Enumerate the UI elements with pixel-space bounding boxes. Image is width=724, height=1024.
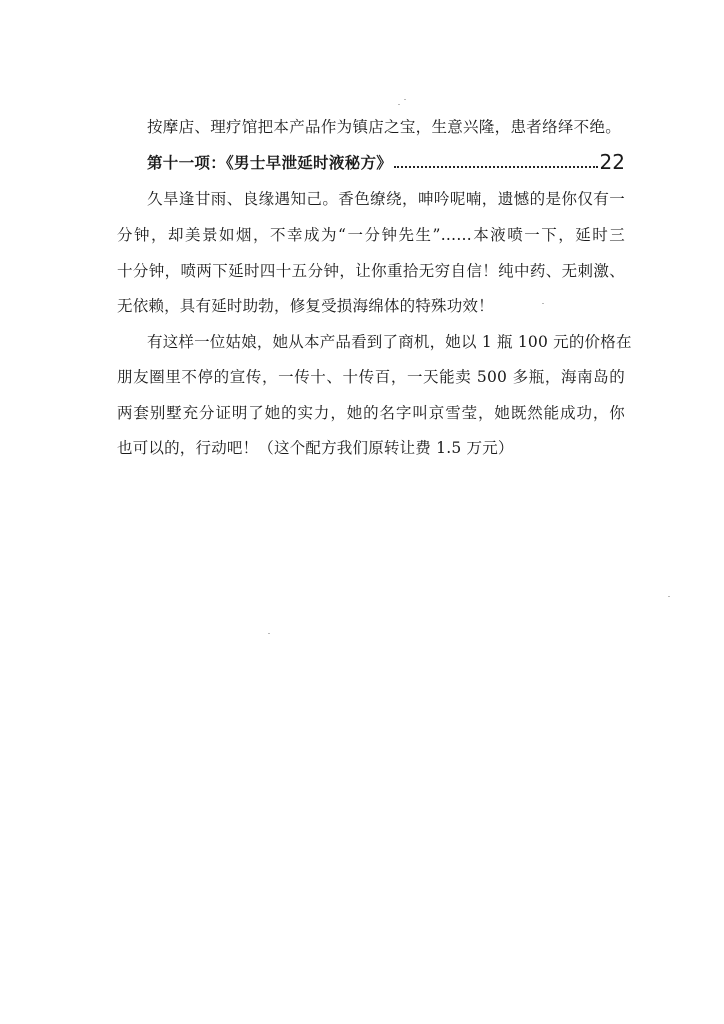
paragraph2-line-4: 也可以的，行动吧！（这个配方我们原转让费 1.5 万元）: [117, 439, 514, 457]
dot-leader: [394, 166, 597, 168]
paragraph2-line-3: 两套别墅充分证明了她的实力，她的名字叫京雪莹，她既然能成功，你: [117, 404, 625, 422]
paragraph1-line-3: 十分钟，喷两下延时四十五分钟，让你重拾无穷自信！纯中药、无刺激、: [117, 262, 625, 280]
scan-speck: [668, 596, 670, 597]
scan-speck: [268, 633, 270, 634]
section-title: 第十一项：《男士早泄延时液秘方》: [147, 154, 393, 172]
paragraph1-line-2: 分钟，却美景如烟，不幸成为“一分钟先生”……本液喷一下，延时三: [117, 226, 625, 244]
scan-speck: [398, 104, 400, 105]
paragraph2-line-2: 朋友圈里不停的宣传，一传十、十传百，一天能卖 500 多瓶，海南岛的: [117, 368, 625, 386]
scan-speck: [404, 99, 406, 100]
paragraph1-line-4: 无依赖，具有延时助勃，修复受损海绵体的特殊功效！: [117, 297, 494, 315]
intro-line: 按摩店、理疗馆把本产品作为镇店之宝，生意兴隆，患者络绎不绝。: [147, 118, 621, 136]
scan-speck: [542, 303, 544, 304]
section-heading: [147, 150, 625, 174]
section-page-number: 22: [599, 150, 625, 174]
paragraph1-line-1: 久旱逢甘雨、良缘遇知己。香色缭绕，呻吟呢喃，遗憾的是你仅有一: [147, 190, 625, 208]
paragraph2-line-1: 有这样一位姑娘，她从本产品看到了商机，她以 1 瓶 100 元的价格在: [147, 333, 632, 351]
